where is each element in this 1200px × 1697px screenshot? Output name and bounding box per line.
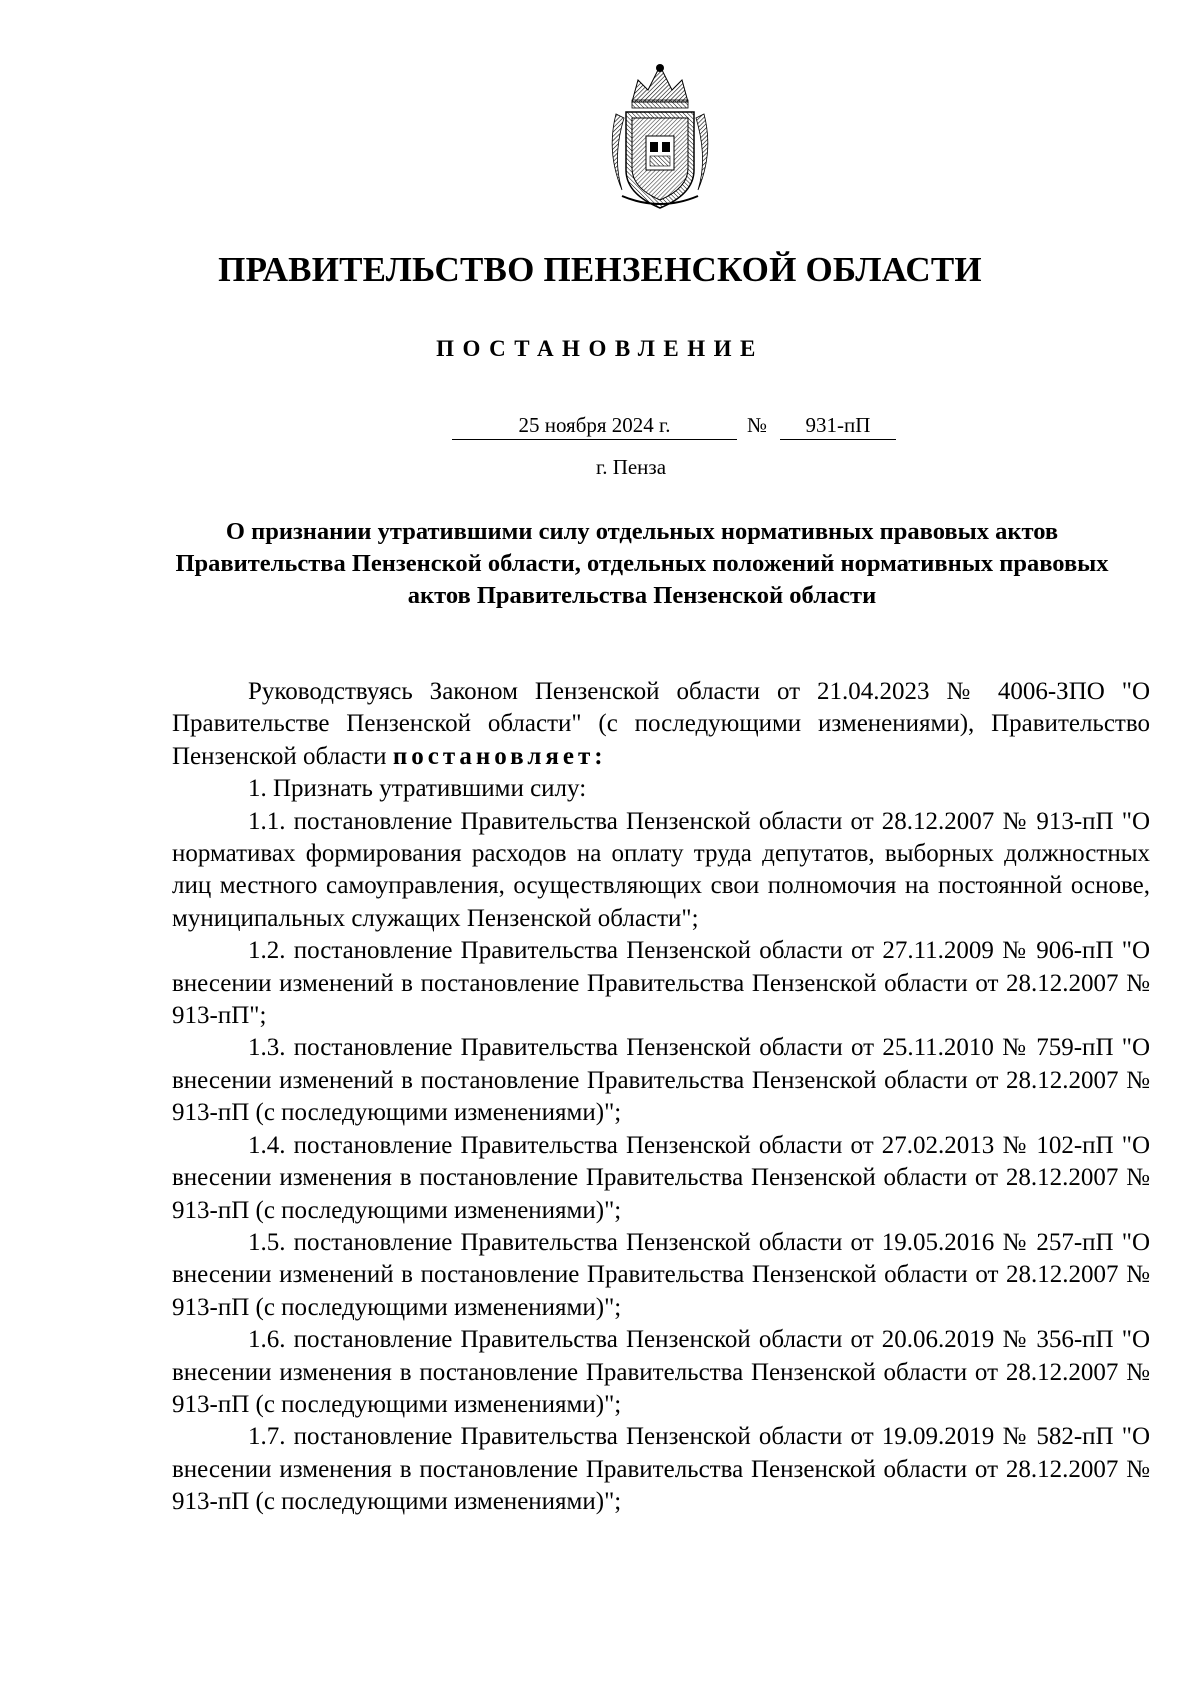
number-sign: № bbox=[746, 413, 768, 437]
clause-1-7: 1.7. постановление Правительства Пензенской области от 19.09.2019 № 582-пП "О внесении изменения в постановление Правительства Пензенской области от 28.12.2007 № 913-пП (с последующими изменениями)"; bbox=[172, 1423, 1150, 1516]
clause-1-1: 1.1. постановление Правительства Пензенской области от 28.12.2007 № 913-пП "О нормативах формирования расходов на оплату труда депутатов, выборных должностных лиц местного самоуправления, осуществляющих свои полномочия на постоянной основе, муниципальных служащих Пензенской области"; bbox=[172, 807, 1150, 932]
document-number: 931-пП bbox=[780, 412, 896, 440]
decree-word: постановляет: bbox=[392, 742, 607, 770]
clause-1: 1. Признать утратившими силу: bbox=[248, 775, 587, 803]
preamble-paragraph bbox=[172, 676, 1150, 773]
preamble-text: Руководствуясь Законом Пензенской области от 21.04.2023 № 4006-ЗПО "О Правительстве Пензенской области" (с последующими изменениями), Правительство Пензенской области bbox=[172, 678, 1150, 770]
document-type: ПОСТАНОВЛЕНИЕ bbox=[436, 336, 764, 361]
clause-1-3: 1.3. постановление Правительства Пензенской области от 25.11.2010 № 759-пП "О внесении изменений в постановление Правительства Пензенской области от 28.12.2007 № 913-пП (с последующими изменениями)"; bbox=[172, 1034, 1150, 1127]
date-number-line bbox=[0, 412, 1200, 442]
document-subject: О признании утратившими силу отдельных нормативных правовых актов Правительства Пензенской области, отдельных положений нормативных правовых актов Правительства Пензенской области bbox=[175, 518, 1109, 609]
clause-1-5: 1.5. постановление Правительства Пензенской области от 19.05.2016 № 257-пП "О внесении изменений в постановление Правительства Пензенской области от 28.12.2007 № 913-пП (с последующими изменениями)"; bbox=[172, 1228, 1150, 1321]
clause-1-4: 1.4. постановление Правительства Пензенской области от 27.02.2013 № 102-пП "О внесении изменения в постановление Правительства Пензенской области от 28.12.2007 № 913-пП (с последующими изменениями)"; bbox=[172, 1131, 1150, 1224]
coat-of-arms-icon bbox=[602, 62, 718, 212]
government-title: ПРАВИТЕЛЬСТВО ПЕНЗЕНСКОЙ ОБЛАСТИ bbox=[218, 250, 982, 289]
clause-1-2: 1.2. постановление Правительства Пензенской области от 27.11.2009 № 906-пП "О внесении изменений в постановление Правительства Пензенской области от 28.12.2007 № 913-пП"; bbox=[172, 937, 1150, 1030]
document-date: 25 ноября 2024 г. bbox=[452, 412, 737, 440]
document-body bbox=[172, 676, 1150, 1519]
clause-1-6: 1.6. постановление Правительства Пензенской области от 20.06.2019 № 356-пП "О внесении изменения в постановление Правительства Пензенской области от 28.12.2007 № 913-пП (с последующими изменениями)"; bbox=[172, 1326, 1150, 1418]
document-city: г. Пенза bbox=[595, 455, 667, 479]
